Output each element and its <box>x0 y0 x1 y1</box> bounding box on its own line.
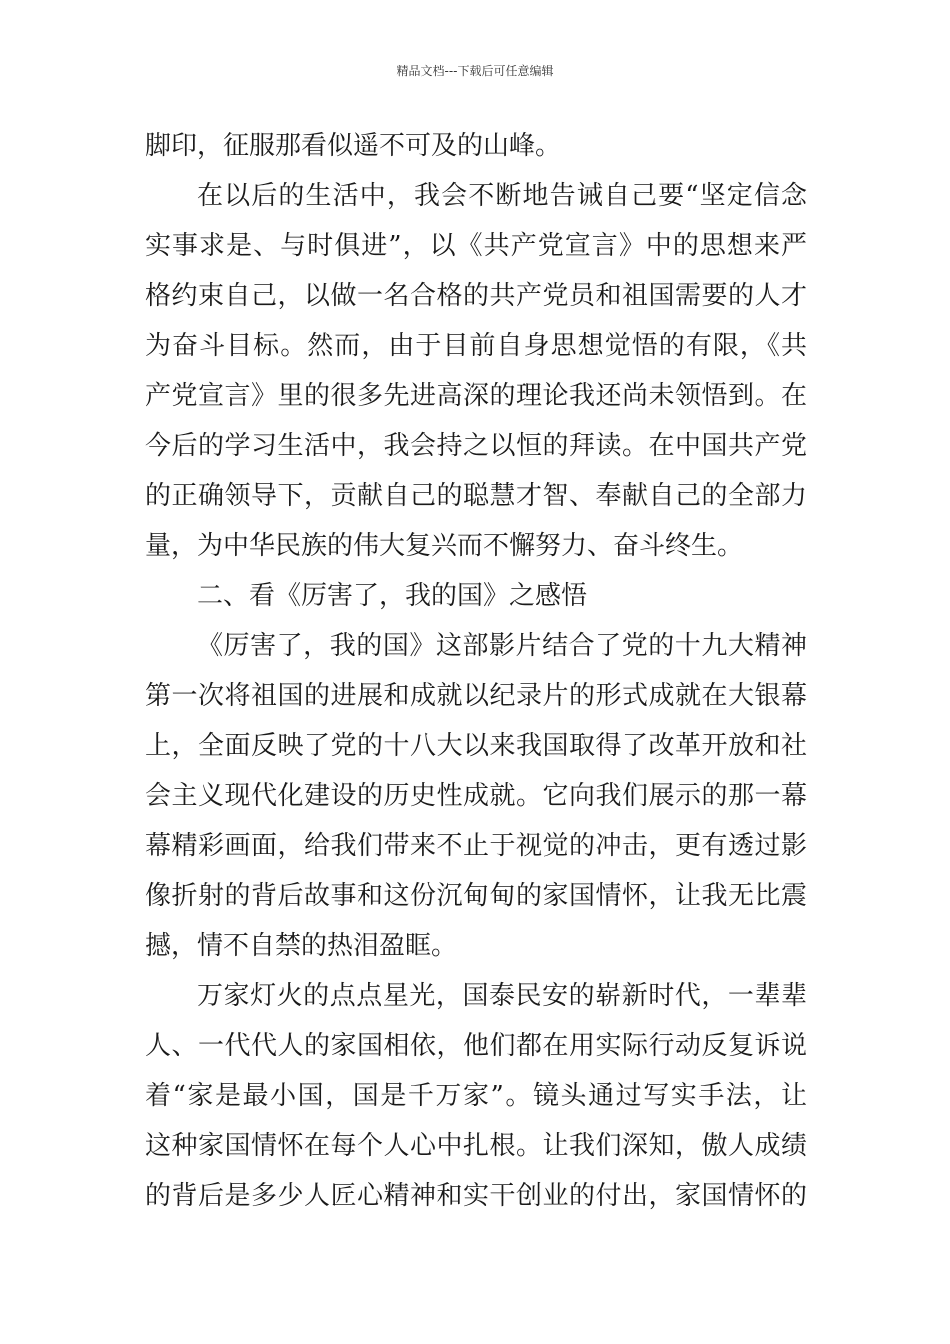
text-line: 会主义现代化建设的历史性成就。它向我们展示的那一幕 <box>145 781 807 811</box>
page-header: 精品文档---下载后可任意编辑 <box>396 64 554 78</box>
text-line: 格约束自己，以做一名合格的共产党员和祖国需要的人才 <box>145 281 807 311</box>
text-line: 为奋斗目标。然而，由于目前自身思想觉悟的有限，《共 <box>145 331 807 361</box>
text-line: 今后的学习生活中，我会持之以恒的拜读。在中国共产党 <box>145 431 807 461</box>
text-line: 《厉害了，我的国》这部影片结合了党的十九大精神 <box>197 631 807 661</box>
text-line: 实事求是、与时俱进”，以《共产党宣言》中的思想来严 <box>145 231 807 261</box>
text-line: 在以后的生活中，我会不断地告诫自己要“坚定信念 <box>197 181 807 211</box>
text-line: 着“家是最小国，国是千万家”。镜头通过写实手法，让 <box>145 1081 807 1111</box>
document-body <box>145 121 807 1221</box>
text-line: 脚印，征服那看似遥不可及的山峰。 <box>145 131 562 161</box>
text-line: 人、一代代人的家国相依，他们都在用实际行动反复诉说 <box>145 1031 807 1061</box>
text-line: 万家灯火的点点星光，国泰民安的崭新时代，一辈辈 <box>197 981 807 1011</box>
text-line: 量，为中华民族的伟大复兴而不懈努力、奋斗终生。 <box>145 531 744 561</box>
section-heading: 二、看《厉害了，我的国》之感悟 <box>197 581 588 611</box>
text-line: 像折射的背后故事和这份沉甸甸的家国情怀，让我无比震 <box>145 881 807 911</box>
text-line: 撼，情不自禁的热泪盈眶。 <box>145 931 458 961</box>
text-line: 的正确领导下，贡献自己的聪慧才智、奉献自己的全部力 <box>145 481 807 511</box>
text-line: 第一次将祖国的进展和成就以纪录片的形式成就在大银幕 <box>145 681 807 711</box>
text-line: 上，全面反映了党的十八大以来我国取得了改革开放和社 <box>145 731 807 761</box>
text-line: 幕精彩画面，给我们带来不止于视觉的冲击，更有透过影 <box>145 831 807 861</box>
text-line: 的背后是多少人匠心精神和实干创业的付出，家国情怀的 <box>145 1181 807 1211</box>
text-line: 这种家国情怀在每个人心中扎根。让我们深知，傲人成绩 <box>145 1131 807 1161</box>
text-line: 产党宣言》里的很多先进高深的理论我还尚未领悟到。在 <box>145 381 807 411</box>
